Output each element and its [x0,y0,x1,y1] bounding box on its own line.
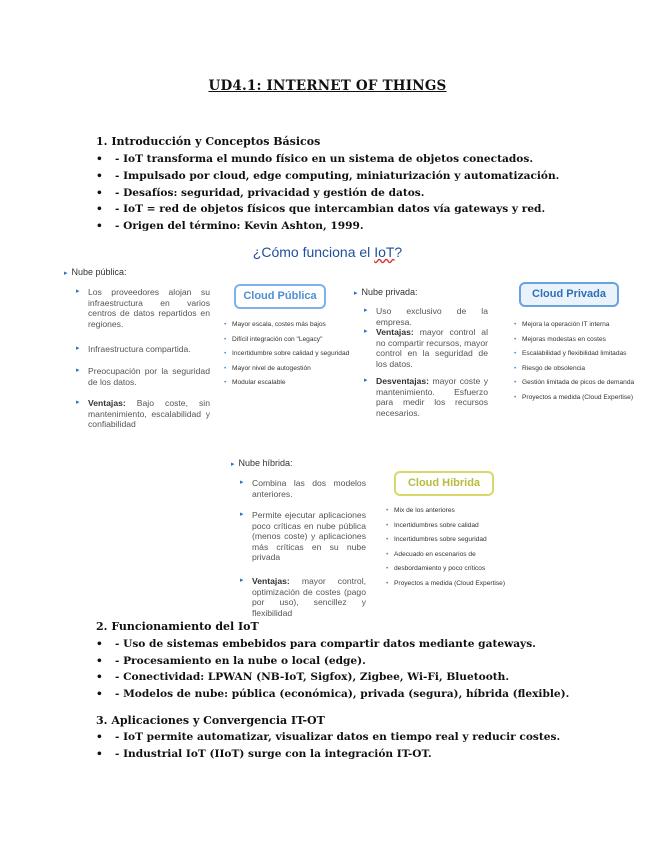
list-item: • Riesgo de obsolencia [514,362,634,377]
section-1-heading: 1. Introducción y Conceptos Básicos [96,135,321,148]
list-item: • - Uso de sistemas embebidos para compartir datos mediante gateways. [96,638,536,650]
hybrid-cloud-features [386,504,505,591]
list-item: • Difícil integración con "Legacy" [224,333,349,348]
cloud-hybrid-box: Cloud Híbrida [394,471,494,496]
private-cloud-point: ▸ Uso exclusivo de la empresa. [364,306,488,327]
list-item: • Proyectos a medida (Cloud Expertise) [514,391,634,406]
list-item: • Mejora la operación IT interna [514,318,634,333]
list-item: • - IoT = red de objetos físicos que intercambian datos vía gateways y red. [96,203,546,215]
public-cloud-header: ▸ Nube pública: [64,267,127,277]
private-cloud-header: ▸ Nube privada: [354,287,418,297]
list-item: • Modular escalable [224,376,349,391]
list-item: • Incertidumbres sobre calidad [386,519,505,534]
private-cloud-features [514,318,634,405]
list-item: • - Origen del término: Kevin Ashton, 1999. [96,220,364,232]
list-item: • Incertidumbre sobre calidad y seguridad [224,347,349,362]
list-item: • Mix de los anteriores [386,504,505,519]
list-item: • - Desafíos: seguridad, privacidad y gestión de datos. [96,187,425,199]
list-item: • - IoT permite automatizar, visualizar datos en tiempo real y reducir costes. [96,731,561,743]
section-2-heading: 2. Funcionamiento del IoT [96,620,259,633]
figure-title: ¿Cómo funciona el IoT? [252,244,403,260]
list-item: • - IoT transforma el mundo físico en un sistema de objetos conectados. [96,153,534,165]
public-cloud-point: ▸ Preocupación por la seguridad de los datos. [76,366,210,387]
list-item: • - Impulsado por cloud, edge computing, miniaturización y automatización. [96,170,560,182]
list-item: • Mejoras modestas en costes [514,333,634,348]
cloud-public-box: Cloud Pública [234,284,326,309]
public-cloud-features [224,318,349,391]
section-3-heading: 3. Aplicaciones y Convergencia IT-OT [96,714,325,727]
public-cloud-point: ▸ Los proveedores alojan su infraestructura en varios centros de datos repartidos en regiones. [76,287,210,329]
document-title: UD4.1: INTERNET OF THINGS [208,78,447,94]
list-item: • Adecuado en escenarios de [386,548,505,563]
list-item: • Incertidumbres sobre seguridad [386,533,505,548]
list-item: • Escalabilidad y flexibilidad limitadas [514,347,634,362]
private-cloud-point: ▸ Desventajas: mayor coste y mantenimiento. Esfuerzo para medir los recursos necesarios. [364,376,488,418]
cloud-private-box: Cloud Privada [519,282,619,307]
list-item: • Proyectos a medida (Cloud Expertise) [386,577,505,592]
list-item: • - Procesamiento en la nube o local (edge). [96,655,366,667]
hybrid-cloud-point: ▸ Ventajas: mayor control, optimización de costes (pago por uso), sencillez y flexibilidad [240,576,366,618]
list-item: • - Industrial IoT (IIoT) surge con la integración IT-OT. [96,748,432,760]
list-item: • - Modelos de nube: pública (económica), privada (segura), híbrida (flexible). [96,688,570,700]
hybrid-cloud-point: ▸ Combina las dos modelos anteriores. [240,478,366,499]
list-item: • desbordamiento y poco críticos [386,562,505,577]
public-cloud-point: ▸ Ventajas: Bajo coste, sin mantenimiento, escalabilidad y confiabilidad [76,398,210,429]
hybrid-cloud-header: ▸ Nube híbrida: [231,458,293,468]
private-cloud-point: ▸ Ventajas: mayor control al no compartir recursos, mayor control en la seguridad de los datos. [364,327,488,369]
list-item: • Mayor escala, costes más bajos [224,318,349,333]
list-item: • Gestión limitada de picos de demanda [514,376,634,391]
public-cloud-point: ▸ Infraestructura compartida. [76,344,191,354]
list-item: • Mayor nivel de autogestión [224,362,349,377]
list-item: • - Conectividad: LPWAN (NB-IoT, Sigfox), Zigbee, Wi-Fi, Bluetooth. [96,671,510,683]
hybrid-cloud-point: ▸ Permite ejecutar aplicaciones poco críticas en nube pública (menos coste) y aplicaciones más críticas en su nube privada [240,510,366,562]
